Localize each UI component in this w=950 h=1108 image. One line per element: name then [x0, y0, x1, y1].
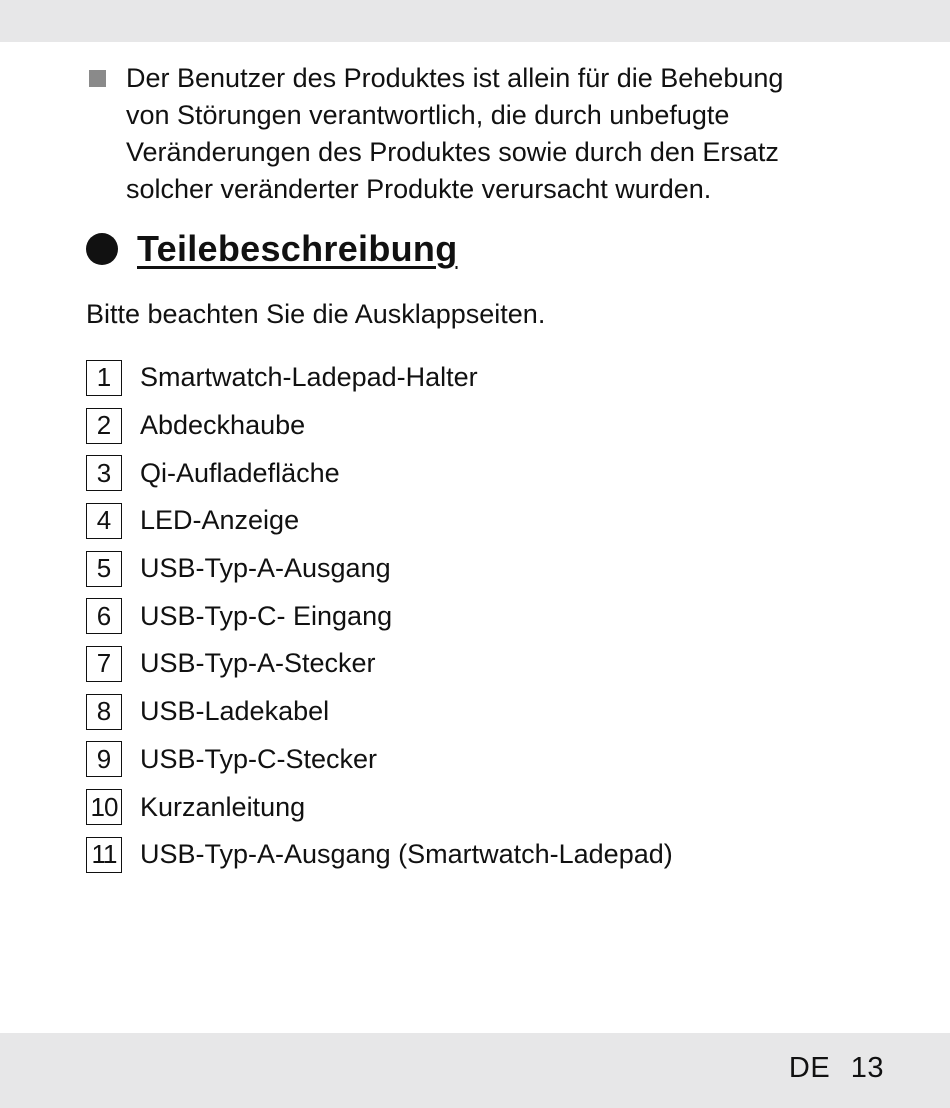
part-item — [86, 592, 673, 640]
part-label: USB-Typ-A-Ausgang (Smartwatch-Ladepad) — [140, 839, 673, 870]
part-item — [86, 783, 673, 831]
part-number: 5 — [86, 551, 122, 587]
part-item — [86, 545, 673, 593]
part-item — [86, 640, 673, 688]
part-item — [86, 402, 673, 450]
section-title: Teilebeschreibung — [137, 228, 458, 269]
part-item — [86, 354, 673, 402]
part-number: 10 — [86, 789, 122, 825]
liability-note-text — [126, 60, 783, 208]
note-line: von Störungen verantwortlich, die durch unbefugte — [126, 100, 730, 130]
part-item — [86, 449, 673, 497]
bullet-dot-icon — [86, 233, 118, 265]
part-label: USB-Typ-A-Ausgang — [140, 553, 391, 584]
part-number: 2 — [86, 408, 122, 444]
part-label: USB-Typ-C- Eingang — [140, 600, 393, 631]
part-number: 6 — [86, 598, 122, 634]
part-number: 11 — [86, 837, 122, 873]
top-band — [0, 0, 950, 42]
footer-page-number: 13 — [850, 1052, 884, 1084]
part-number: 4 — [86, 503, 122, 539]
part-label: Qi-Aufladefläche — [140, 457, 340, 488]
section-intro: Bitte beachten Sie die Ausklappseiten. — [86, 299, 546, 329]
part-number: 9 — [86, 741, 122, 777]
note-line: Veränderungen des Produktes sowie durch den Ersatz — [126, 137, 779, 167]
page-footer — [789, 1052, 884, 1085]
section-heading — [86, 228, 458, 270]
note-line: Der Benutzer des Produktes ist allein für die Behebung — [126, 63, 784, 93]
part-label: Abdeckhaube — [140, 410, 306, 441]
parts-list — [86, 354, 673, 879]
part-item — [86, 688, 673, 736]
part-item — [86, 497, 673, 545]
part-number: 3 — [86, 455, 122, 491]
part-label: USB-Typ-A-Stecker — [140, 648, 376, 679]
liability-note — [89, 60, 869, 208]
part-item — [86, 736, 673, 784]
part-number: 8 — [86, 694, 122, 730]
part-item — [86, 831, 673, 879]
footer-language: DE — [788, 1052, 831, 1084]
part-number: 7 — [86, 646, 122, 682]
note-line: solcher veränderter Produkte verursacht wurden. — [126, 174, 712, 204]
part-label: Kurzanleitung — [140, 791, 306, 822]
part-label: USB-Ladekabel — [140, 696, 330, 727]
part-label: Smartwatch-Ladepad-Halter — [140, 362, 478, 393]
part-label: LED-Anzeige — [140, 505, 300, 536]
part-number: 1 — [86, 360, 122, 396]
square-bullet-icon — [89, 70, 106, 87]
part-label: USB-Typ-C-Stecker — [140, 743, 378, 774]
